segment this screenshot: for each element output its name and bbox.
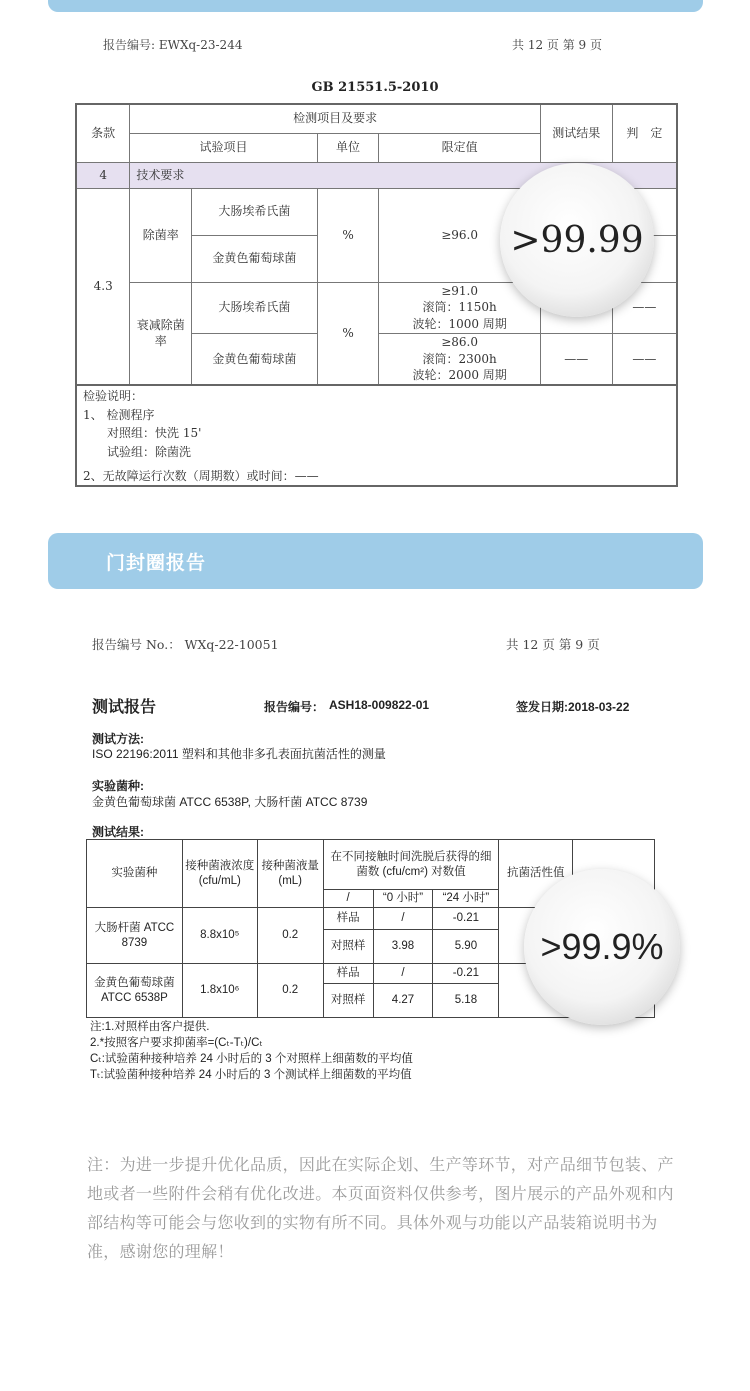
concentration-cell: 8.8x10⁵ <box>182 908 257 964</box>
header-clause: 条款 <box>76 104 130 162</box>
limit-line: 波轮：2000 周期 <box>412 368 507 383</box>
page-info: 共 12 页 第 9 页 <box>506 637 600 652</box>
note-line: 1、 检测程序 <box>83 407 155 422</box>
strain-label: 实验菌种: <box>92 779 144 793</box>
standard-title: GB 21551.5-2010 <box>311 80 439 95</box>
strain-cell: 大肠杆菌 ATCC 8739 <box>87 908 183 964</box>
header-test-item: 试验项目 <box>130 133 317 162</box>
header-volume: 接种菌液量(mL) <box>257 840 323 908</box>
report-number: 报告编号 No.： WXq-22-10051 <box>92 637 279 652</box>
count-24h: -0.21 <box>433 908 499 930</box>
sample-type: 样品 <box>323 908 373 930</box>
volume-cell: 0.2 <box>257 964 323 1018</box>
header-items-group: 检测项目及要求 <box>130 104 540 133</box>
count-24h: 5.18 <box>433 984 499 1018</box>
report-id-label: 报告编号： <box>264 700 325 714</box>
header-strain: 实验菌种 <box>87 840 183 908</box>
top-banner-edge <box>48 0 703 12</box>
count-0h: / <box>373 908 433 930</box>
limit-line: 滚筒：2300h <box>422 351 497 366</box>
sample-type: 对照样 <box>323 984 373 1018</box>
section-number: 4 <box>76 162 130 188</box>
header-judgement: 判 定 <box>612 104 677 162</box>
limit-cell: ≥96.0 <box>379 188 540 282</box>
report-title: 测试报告 <box>92 697 157 716</box>
highlight-value: >99.9% <box>540 926 664 967</box>
table-notes <box>90 1019 413 1083</box>
group-label: 除菌率 <box>130 188 192 282</box>
count-24h: -0.21 <box>433 964 499 984</box>
magnifier-bubble <box>524 869 680 1025</box>
test-item: 大肠埃希氏菌 <box>192 188 317 235</box>
disclaimer-note: 注：为进一步提升优化品质，因此在实际企划、生产等环节，对产品细节包装、产地或者一些附件会稍有优化改进。本页面资料仅供参考，图片展示的产品外观和内部结构等可能会与您收到的实物有所不同。具体外观与功能以产品装箱说明书为准，感谢您的理解！ <box>87 1155 674 1261</box>
subheader-slash: / <box>323 890 373 908</box>
count-0h: 3.98 <box>373 930 433 964</box>
banner-title: 门封圈报告 <box>106 552 207 574</box>
limit-cell <box>379 282 540 333</box>
result-label: 测试结果: <box>92 825 144 839</box>
strain-cell: 金黄色葡萄球菌 ATCC 6538P <box>87 964 183 1018</box>
note-line: Tₜ:试验菌种接种培养 24 小时后的 3 个测试样上细菌数的平均值 <box>90 1069 412 1081</box>
note-line: 检验说明： <box>83 389 144 403</box>
subheader-0h: “0 小时” <box>373 890 433 908</box>
unit-cell: % <box>317 282 379 385</box>
note-line: 2.*按照客户要求抑菌率=(Cₜ-Tₜ)/Cₜ <box>90 1037 263 1049</box>
test-item: 金黄色葡萄球菌 <box>192 235 317 282</box>
test-item: 金黄色葡萄球菌 <box>192 333 317 385</box>
volume-cell: 0.2 <box>257 908 323 964</box>
concentration-cell: 1.8x10⁶ <box>182 964 257 1018</box>
header-limit: 限定值 <box>379 133 540 162</box>
highlight-value: >99.99 <box>510 219 644 261</box>
count-0h: / <box>373 964 433 984</box>
count-0h: 4.27 <box>373 984 433 1018</box>
sample-type: 对照样 <box>323 930 373 964</box>
header-activity: 抗菌活性值 <box>499 840 573 908</box>
header-concentration: 接种菌液浓度 (cfu/mL) <box>182 840 257 908</box>
subheader-24h: “24 小时” <box>433 890 499 908</box>
sample-type: 样品 <box>323 964 373 984</box>
issue-date: 签发日期:2018-03-22 <box>516 700 630 714</box>
judge-cell: —— <box>612 282 677 333</box>
result-cell: —— <box>540 333 612 385</box>
unit-cell: % <box>317 188 379 282</box>
header-result: 测试结果 <box>540 104 612 162</box>
limit-line: ≥91.0 <box>441 283 479 298</box>
section-label: 技术要求 <box>130 162 677 188</box>
note-line: 2、无故障运行次数（周期数）或时间：—— <box>83 469 319 484</box>
report-id: ASH18-009822-01 <box>329 698 430 712</box>
limit-line: 波轮：1000 周期 <box>412 317 507 332</box>
test-item: 大肠埃希氏菌 <box>192 282 317 333</box>
inspection-notes <box>75 384 678 487</box>
strain-text: 金黄色葡萄球菌 ATCC 6538P, 大肠杆菌 ATCC 8739 <box>92 795 368 809</box>
limit-line: 滚筒：1150h <box>422 300 497 315</box>
limit-cell <box>379 333 540 385</box>
header-unit: 单位 <box>317 133 379 162</box>
method-text: ISO 22196:2011 塑料和其他非多孔表面抗菌活性的测量 <box>92 747 386 761</box>
judge-cell: —— <box>612 333 677 385</box>
group-label: 衰减除菌率 <box>130 282 192 385</box>
note-line: 试验组：除菌洗 <box>83 444 192 459</box>
method-label: 测试方法: <box>92 732 144 746</box>
count-24h: 5.90 <box>433 930 499 964</box>
page-info: 共 12 页 第 9 页 <box>512 38 602 52</box>
note-line: 注:1.对照样由客户提供. <box>90 1021 210 1033</box>
magnifier-bubble <box>500 163 654 317</box>
header-count: 在不同接触时间洗脱后获得的细菌数 (cfu/cm²) 对数值 <box>323 840 499 890</box>
note-line: 对照组：快洗 15' <box>83 426 202 441</box>
report-number: 报告编号: EWXq-23-244 <box>103 38 243 52</box>
section-banner <box>48 533 703 589</box>
clause-number: 4.3 <box>76 188 130 385</box>
limit-line: ≥86.0 <box>441 334 479 349</box>
note-line: Cₜ:试验菌种接种培养 24 小时后的 3 个对照样上细菌数的平均值 <box>90 1053 413 1065</box>
